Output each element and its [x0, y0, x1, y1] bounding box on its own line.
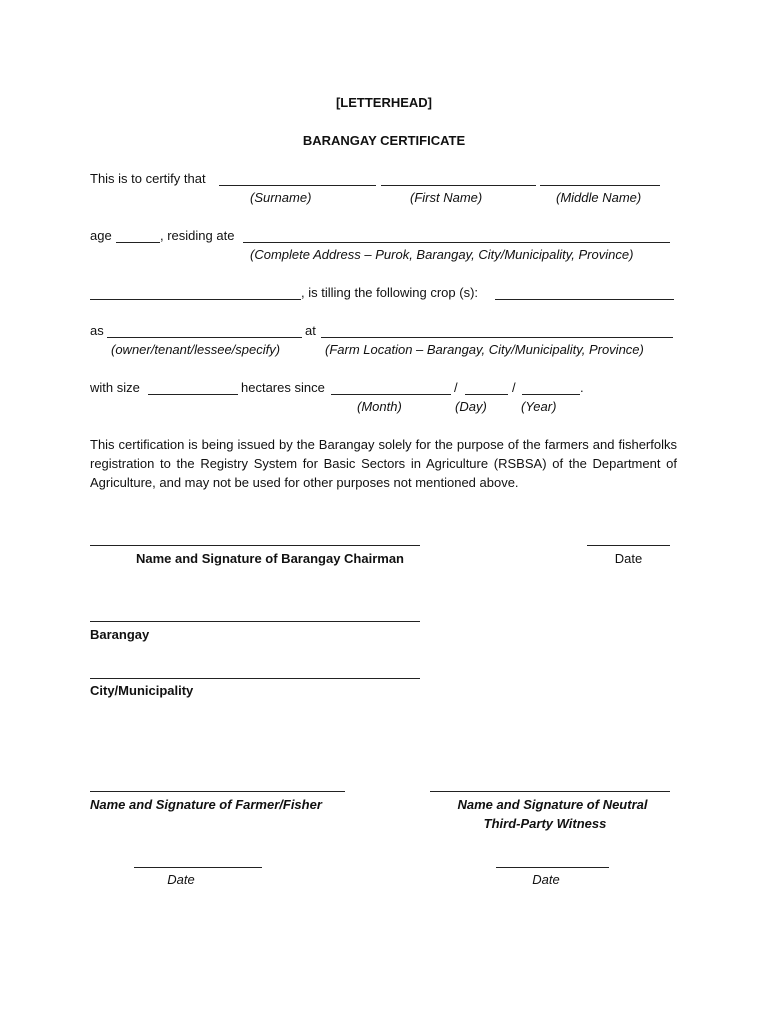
surname-blank — [219, 185, 376, 186]
crop-blank — [495, 299, 674, 300]
year-blank — [522, 394, 580, 395]
chairman-signature-label: Name and Signature of Barangay Chairman — [135, 551, 404, 566]
address-caption: (Complete Address – Purok, Barangay, City/Municipality, Province) — [250, 247, 634, 262]
at-label: at — [305, 323, 316, 338]
middle-name-blank — [540, 185, 660, 186]
year-caption: (Year) — [521, 399, 557, 414]
month-blank — [331, 394, 451, 395]
witness-signature-line — [430, 791, 670, 792]
tiller-name-blank — [90, 299, 301, 300]
farmer-signature-label: Name and Signature of Farmer/Fisher — [90, 797, 322, 812]
page-title: BARANGAY CERTIFICATE — [302, 133, 466, 148]
as-label: as — [90, 323, 104, 338]
age-label: age — [90, 228, 112, 243]
witness-signature-label-2: Third-Party Witness — [483, 816, 607, 831]
residing-label: , residing ate — [160, 228, 235, 243]
date-period: . — [580, 380, 584, 395]
role-caption: (owner/tenant/lessee/specify) — [111, 342, 281, 357]
chairman-signature-line — [90, 545, 420, 546]
letterhead: [LETTERHEAD] — [335, 95, 433, 110]
size-label: with size — [90, 380, 140, 395]
witness-date-line — [496, 867, 609, 868]
date-slash-2: / — [512, 380, 516, 395]
tilling-label: , is tilling the following crop (s): — [301, 285, 479, 300]
witness-date-label: Date — [532, 872, 560, 887]
address-blank — [243, 242, 670, 243]
farmer-date-line — [134, 867, 262, 868]
witness-signature-label-1: Name and Signature of Neutral — [457, 797, 648, 812]
barangay-line — [90, 621, 420, 622]
day-caption: (Day) — [455, 399, 487, 414]
farmer-date-label: Date — [167, 872, 195, 887]
role-blank — [107, 337, 302, 338]
farm-location-blank — [321, 337, 673, 338]
day-blank — [465, 394, 508, 395]
barangay-label: Barangay — [90, 627, 150, 642]
first-name-caption: (First Name) — [410, 190, 483, 205]
first-name-blank — [381, 185, 536, 186]
chairman-date-line — [587, 545, 670, 546]
chairman-date-label: Date — [614, 551, 643, 566]
farmer-signature-line — [90, 791, 345, 792]
certify-label: This is to certify that — [90, 171, 206, 186]
city-line — [90, 678, 420, 679]
hectares-label: hectares since — [241, 380, 325, 395]
city-label: City/Municipality — [90, 683, 194, 698]
size-blank — [148, 394, 238, 395]
age-blank — [116, 242, 160, 243]
date-slash-1: / — [454, 380, 458, 395]
certification-paragraph: This certification is being issued by the Barangay solely for the purpose of the farmers and fisherfolks registration to the Registry System for Basic Sectors in Agriculture (RSBSA) of the Department of Agriculture, and may not be used for other purposes not mentioned above. — [90, 437, 677, 490]
month-caption: (Month) — [357, 399, 402, 414]
middle-name-caption: (Middle Name) — [556, 190, 642, 205]
surname-caption: (Surname) — [250, 190, 312, 205]
farm-location-caption: (Farm Location – Barangay, City/Municipality, Province) — [325, 342, 644, 357]
